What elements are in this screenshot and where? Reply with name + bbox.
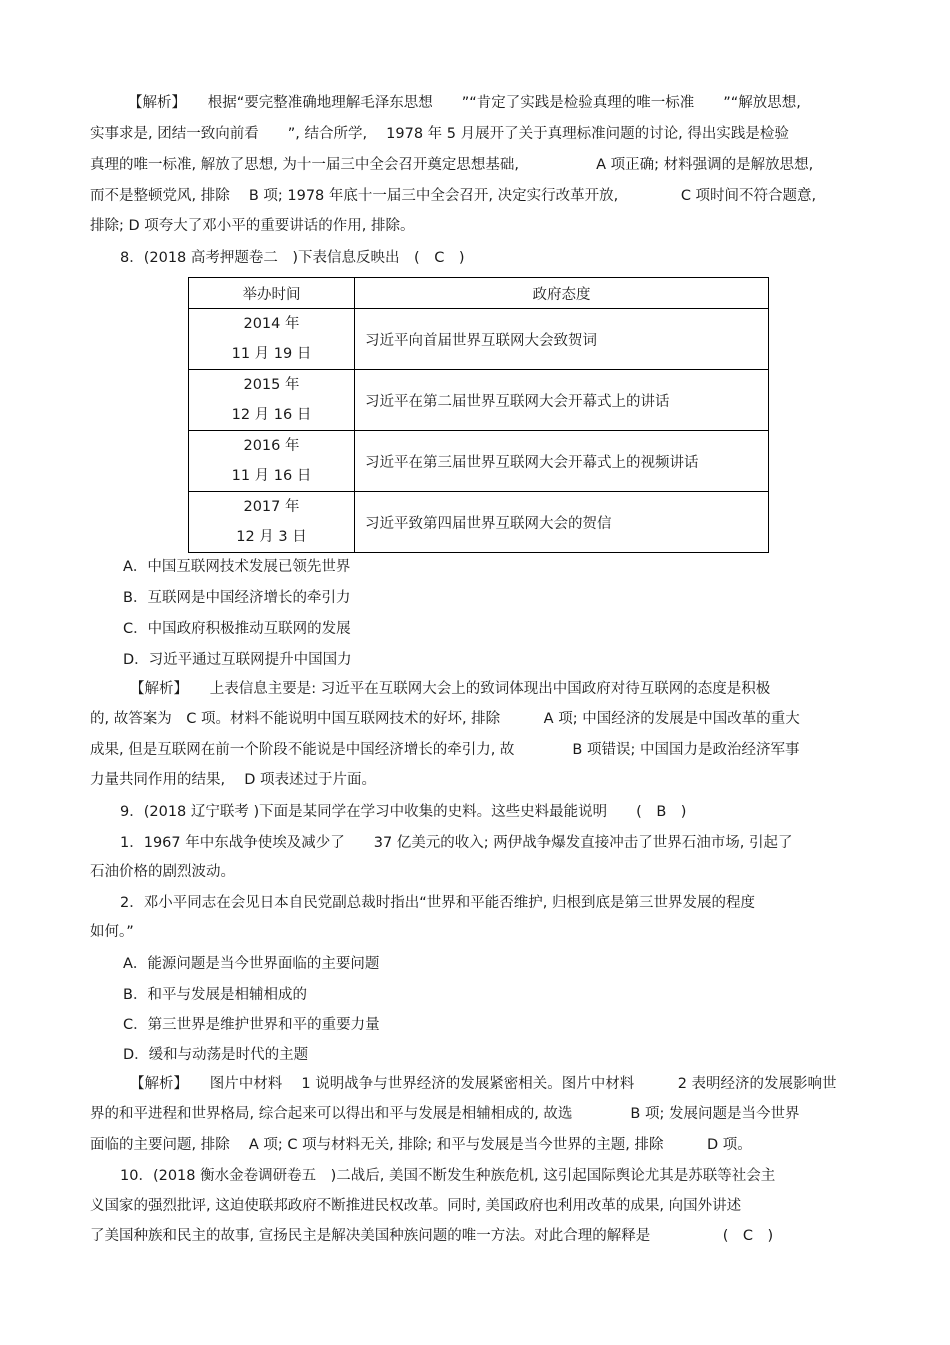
q9-material-2-line-2: 如何。” xyxy=(90,924,134,940)
q9-option-d: D．缓和与动荡是时代的主题 xyxy=(123,1047,309,1063)
q8-analysis-line-1: 【解析】 上表信息主要是: 习近平在互联网大会上的致词体现出中国政府对待互联网的态度是积极 xyxy=(130,681,771,697)
table-cell-attitude: 习近平在第二届世界互联网大会开幕式上的讲话 xyxy=(355,370,769,431)
q7-analysis-line-2: 实事求是, 团结一致向前看 ”, 结合所学, 1978 年 5 月展开了关于真理标准问题的讨论, 得出实践是检验 xyxy=(90,126,789,142)
q9-material-1-line-1: 1．1967 年中东战争使埃及减少了 37 亿美元的收入; 两伊战争爆发直接冲击了世界石油市场, 引起了 xyxy=(120,835,793,851)
table-row xyxy=(189,492,769,553)
q9-option-b: B．和平与发展是相辅相成的 xyxy=(123,987,307,1003)
table-cell-year: 2015 年 xyxy=(243,377,300,393)
q10-stem-line-3: 了美国种族和民主的故事, 宣扬民主是解决美国种族问题的唯一方法。对此合理的解释是 ( C ) xyxy=(90,1228,774,1244)
q10-stem-line-2: 义国家的强烈批评, 这迫使联邦政府不断推进民权改革。同时, 美国政府也利用改革的成果, 向国外讲述 xyxy=(90,1198,742,1214)
q8-option-c: C．中国政府积极推动互联网的发展 xyxy=(123,621,351,637)
table-row xyxy=(189,309,769,370)
q9-stem: 9．(2018 辽宁联考 )下面是某同学在学习中收集的史料。这些史料最能说明 ( B ) xyxy=(120,804,687,820)
table-cell-time xyxy=(189,370,355,431)
q10-stem-line-1: 10．(2018 衡水金卷调研卷五 )二战后, 美国不断发生种族危机, 这引起国际舆论尤其是苏联等社会主 xyxy=(120,1168,776,1184)
q9-material-2-line-1: 2．邓小平同志在会见日本自民党副总裁时指出“世界和平能否维护, 归根到底是第三世界发展的程度 xyxy=(120,895,755,911)
table-cell-year: 2016 年 xyxy=(243,438,300,454)
q9-analysis-line-3: 面临的主要问题, 排除 A 项; C 项与材料无关, 排除; 和平与发展是当今世界的主题, 排除 D 项。 xyxy=(90,1137,752,1153)
table-header-row xyxy=(189,278,769,309)
q8-analysis-line-4: 力量共同作用的结果, D 项表述过于片面。 xyxy=(90,772,376,788)
q7-analysis-line-3: 真理的唯一标准, 解放了思想, 为十一届三中全会召开奠定思想基础, A 项正确; 材料强调的是解放思想, xyxy=(90,157,814,173)
table-cell-date: 12 月 3 日 xyxy=(236,529,307,545)
q8-option-d: D．习近平通过互联网提升中国国力 xyxy=(123,652,352,668)
q9-option-a: A．能源问题是当今世界面临的主要问题 xyxy=(123,956,380,972)
table-cell-date: 11 月 19 日 xyxy=(231,346,312,362)
q8-option-b: B．互联网是中国经济增长的牵引力 xyxy=(123,590,351,606)
table-header-attitude: 政府态度 xyxy=(355,278,769,309)
q8-option-a: A．中国互联网技术发展已领先世界 xyxy=(123,559,351,575)
q9-material-1-line-2: 石油价格的剧烈波动。 xyxy=(90,864,235,880)
q7-analysis-line-1: 【解析】 根据“要完整准确地理解毛泽东思想 ”“肯定了实践是检验真理的唯一标准 ”“解放思想, xyxy=(128,95,801,111)
table-row xyxy=(189,431,769,492)
table-cell-time xyxy=(189,492,355,553)
table-cell-year: 2014 年 xyxy=(243,316,300,332)
q9-analysis-line-1: 【解析】 图片中材料 1 说明战争与世界经济的发展紧密相关。图片中材料 2 表明经济的发展影响世 xyxy=(130,1076,837,1092)
q7-analysis-line-5: 排除; D 项夸大了邓小平的重要讲话的作用, 排除。 xyxy=(90,218,415,234)
q8-info-table xyxy=(188,277,769,553)
q8-stem: 8．(2018 高考押题卷二 )下表信息反映出 ( C ) xyxy=(120,250,465,266)
table-cell-date: 11 月 16 日 xyxy=(231,468,312,484)
q7-analysis-line-4: 而不是整顿党风, 排除 B 项; 1978 年底十一届三中全会召开, 决定实行改革开放, C 项时间不符合题意, xyxy=(90,188,817,204)
table-cell-attitude: 习近平致第四届世界互联网大会的贺信 xyxy=(355,492,769,553)
q9-analysis-line-2: 界的和平进程和世界格局, 综合起来可以得出和平与发展是相辅相成的, 故选 B 项; 发展问题是当今世界 xyxy=(90,1106,800,1122)
table-cell-year: 2017 年 xyxy=(243,499,300,515)
q9-option-c: C．第三世界是维护世界和平的重要力量 xyxy=(123,1017,380,1033)
table-cell-attitude: 习近平向首届世界互联网大会致贺词 xyxy=(355,309,769,370)
q8-analysis-line-2: 的, 故答案为 C 项。材料不能说明中国互联网技术的好坏, 排除 A 项; 中国经济的发展是中国改革的重大 xyxy=(90,711,800,727)
table-cell-attitude: 习近平在第三届世界互联网大会开幕式上的视频讲话 xyxy=(355,431,769,492)
table-row xyxy=(189,370,769,431)
table-cell-time xyxy=(189,309,355,370)
table-cell-date: 12 月 16 日 xyxy=(231,407,312,423)
q8-analysis-line-3: 成果, 但是互联网在前一个阶段不能说是中国经济增长的牵引力, 故 B 项错误; 中国国力是政治经济军事 xyxy=(90,742,800,758)
table-cell-time xyxy=(189,431,355,492)
table-header-time: 举办时间 xyxy=(189,278,355,309)
